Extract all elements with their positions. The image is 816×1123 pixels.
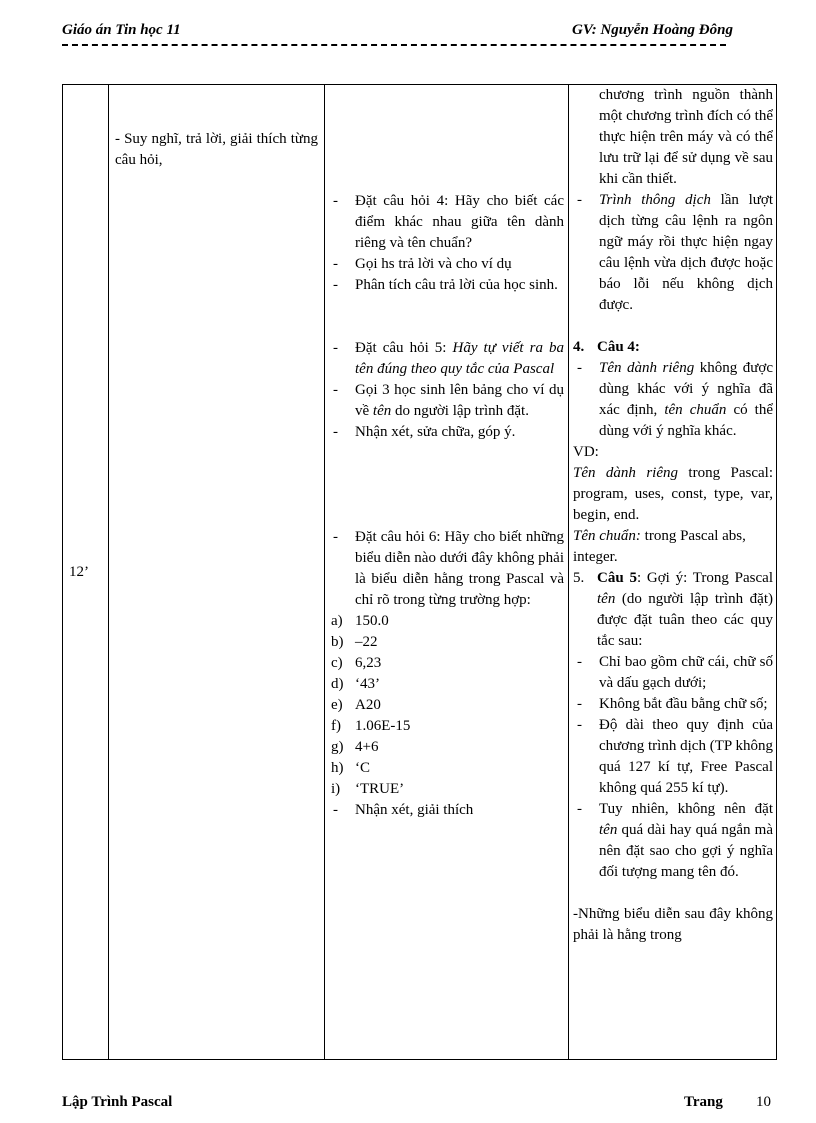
option-item: b) –22 bbox=[331, 634, 378, 650]
time-value: 12’ bbox=[69, 563, 89, 580]
vd-label: VD: bbox=[573, 444, 599, 460]
list-item: - Phân tích câu trả lời của học sinh. bbox=[333, 277, 558, 293]
option-item: c) 6,23 bbox=[331, 655, 382, 671]
list-item: - Trình thông dịch lần lượt dịch từng câu lệnh ra ngôn ngữ máy rồi thực hiện ngay câu lệnh vừa dịch được hoặc báo lỗi nếu không dịch được. bbox=[577, 192, 773, 313]
teacher-activity-cell bbox=[325, 85, 569, 1060]
footer-page-number: 10 bbox=[756, 1094, 771, 1110]
q6-list bbox=[329, 527, 564, 611]
time-cell bbox=[63, 85, 109, 1060]
option-item: g) 4+6 bbox=[331, 739, 379, 755]
content-p1: chương trình nguồn thành một chương trình đích có thể thực hiện trên máy và có thể lưu trữ lại để sử dụng về sau khi cần thiết. bbox=[599, 87, 773, 187]
list-item: - Nhận xét, sửa chữa, góp ý. bbox=[333, 424, 516, 440]
option-item: e) A20 bbox=[331, 697, 381, 713]
q5-list bbox=[329, 338, 564, 443]
list-item: - Gọi 3 học sinh lên bảng cho ví dụ về tên do người lập trình đặt. bbox=[333, 382, 564, 419]
footer-page-label: Trang bbox=[684, 1094, 723, 1110]
list-item: - Chỉ bao gồm chữ cái, chữ số và dấu gạch dưới; bbox=[577, 654, 773, 691]
option-item: h) ‘C bbox=[331, 760, 370, 776]
list-item: - Đặt câu hỏi 6: Hãy cho biết những biểu diễn nào dưới đây không phải là biểu diễn hằng trong Pascal và chỉ rõ trong từng trường hợp: bbox=[333, 529, 564, 608]
list-item: - Tên dành riêng không được dùng khác với ý nghĩa đã xác định, tên chuẩn có thể dùng với ý nghĩa khác. bbox=[577, 360, 774, 439]
option-item: i) ‘TRUE’ bbox=[331, 781, 405, 797]
lesson-table bbox=[62, 84, 777, 1060]
list-item: - Đặt câu hỏi 5: Hãy tự viết ra ba tên đúng theo quy tắc của Pascal bbox=[333, 340, 565, 377]
q4-list bbox=[329, 191, 564, 296]
list-item: - Gọi hs trả lời và cho ví dụ bbox=[333, 256, 512, 272]
option-item: d) ‘43’ bbox=[331, 676, 380, 692]
list-item: - Nhận xét, giải thích bbox=[333, 802, 474, 818]
q6-options bbox=[329, 611, 564, 800]
content-last: -Những biểu diễn sau đây không phải là hằng trong bbox=[573, 906, 773, 943]
option-item: f) 1.06E-15 bbox=[331, 718, 411, 734]
student-activity-cell bbox=[109, 85, 325, 1060]
option-item: a) 150.0 bbox=[331, 613, 389, 629]
q5-heading: 5. Câu 5: Gợi ý: Trong Pascal tên (do người lập trình đặt) được đặt tuân theo các quy tắc sau: bbox=[573, 570, 773, 649]
header-right: GV: Nguyễn Hoàng Đông bbox=[572, 22, 733, 38]
standard-example: Tên chuẩn: trong Pascal abs, integer. bbox=[573, 528, 746, 565]
header-left: Giáo án Tin học 11 bbox=[62, 22, 181, 38]
list-item: - Đặt câu hỏi 4: Hãy cho biết các điểm khác nhau giữa tên dành riêng và tên chuẩn? bbox=[333, 193, 564, 251]
list-item: - Không bắt đầu bằng chữ số; bbox=[577, 696, 768, 712]
list-item: - Tuy nhiên, không nên đặt tên quá dài hay quá ngắn mà nên đặt sao cho gợi ý nghĩa đối tượng mang tên đó. bbox=[577, 801, 773, 880]
table-row bbox=[63, 85, 777, 1060]
student-activity-text: - Suy nghĩ, trả lời, giải thích từng câu hỏi, bbox=[115, 131, 318, 168]
reserved-example: Tên dành riêng trong Pascal: program, uses, const, type, var, begin, end. bbox=[573, 465, 773, 523]
content-cell bbox=[569, 85, 777, 1060]
list-item: - Độ dài theo quy định của chương trình dịch (TP không quá 127 kí tự, Free Pascal không quá 255 kí tự). bbox=[577, 717, 773, 796]
footer-title: Lập Trình Pascal bbox=[62, 1094, 173, 1110]
q4-heading: 4. Câu 4: bbox=[573, 339, 640, 355]
naming-rules bbox=[573, 652, 773, 883]
header-divider bbox=[62, 44, 726, 46]
